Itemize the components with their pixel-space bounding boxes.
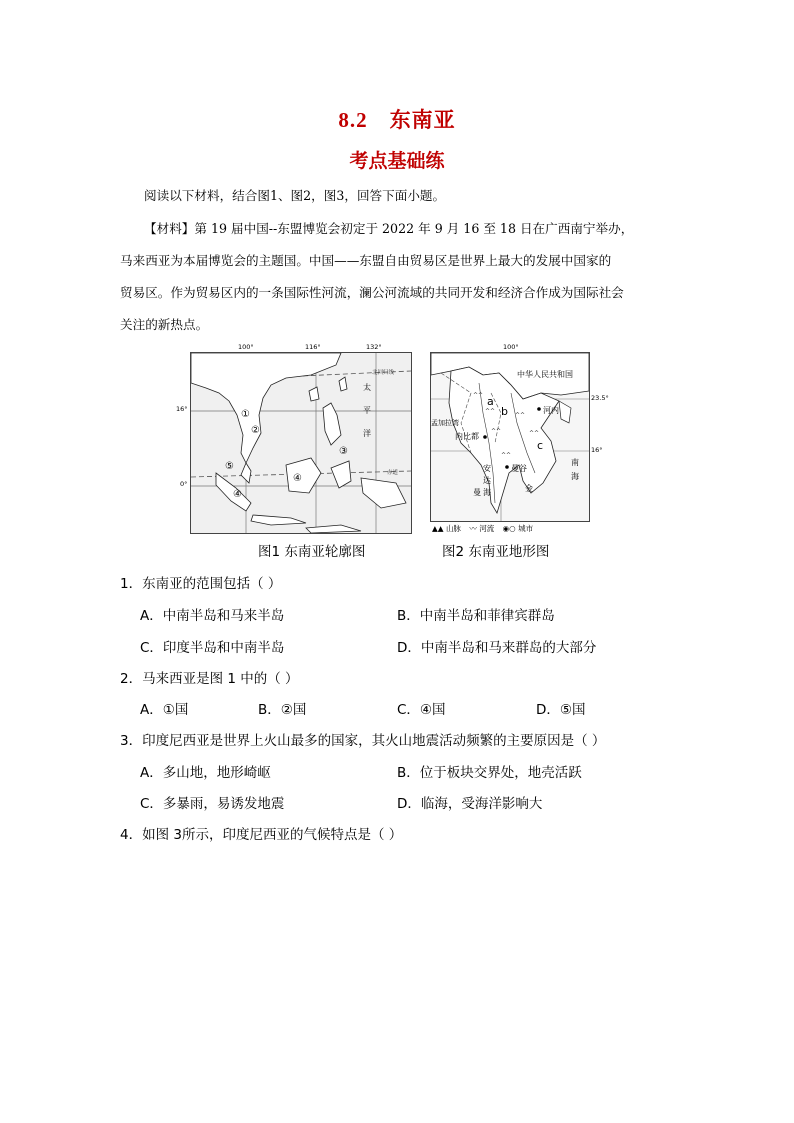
fig1-ocean-char: 洋 — [363, 429, 371, 438]
svg-text:^^: ^^ — [491, 428, 502, 435]
fig2-andaman-char: 海 — [483, 488, 491, 497]
fig2-lon-100: 100° — [503, 343, 519, 351]
figure1-map-svg — [191, 353, 411, 533]
question-2-option-c: C．④国 — [397, 702, 446, 718]
fig2-label-bangkok: 曼谷 — [511, 464, 527, 473]
fig2-south-sea-char: 海 — [571, 472, 579, 481]
question-4-stem: 4．如图 3所示，印度尼西亚的气候特点是（ ） — [120, 827, 403, 843]
material-line: 【材料】第 19 届中国--东盟博览会初定于 2022 年 9 月 16 至 18 日在广西南宁举办， — [144, 221, 634, 236]
fig2-letter-a: a — [487, 395, 494, 408]
material-line: 关注的新热点。 — [120, 317, 209, 332]
lesson-title: 东南亚 — [389, 107, 456, 132]
question-2-option-a: A．①国 — [140, 702, 189, 718]
figure1-caption: 图1 东南亚轮廓图 — [258, 544, 366, 560]
fig1-ocean-char: 太 — [363, 383, 371, 392]
legend-river: 河流 — [479, 524, 495, 533]
question-1-option-c: C．印度半岛和中南半岛 — [140, 640, 285, 656]
question-2-stem: 2．马来西亚是图 1 中的（ ） — [120, 671, 299, 687]
svg-text:^^: ^^ — [515, 412, 526, 419]
fig1-marker-5: ⑤ — [225, 461, 234, 472]
svg-text:^^: ^^ — [485, 408, 496, 415]
fig1-lat-0: 0° — [180, 480, 188, 488]
question-3-option-a: A．多山地，地形崎岖 — [140, 765, 271, 781]
fig2-legend — [432, 523, 533, 534]
figure2-map-svg — [431, 353, 589, 521]
fig2-label-naypyidaw: 内比都 — [455, 432, 479, 441]
fig2-label-bay: 孟加拉湾 — [431, 419, 459, 427]
question-1-stem: 1．东南亚的范围包括（ ） — [120, 576, 282, 592]
fig2-city-naypyidaw — [483, 435, 487, 439]
fig1-tropic-label: 北回归线 — [372, 370, 395, 376]
svg-text:^^: ^^ — [473, 392, 484, 399]
question-3-option-b: B．位于板块交界处，地壳活跃 — [397, 765, 582, 781]
question-3-stem: 3．印度尼西亚是世界上火山最多的国家，其火山地震活动频繁的主要原因是（ ） — [120, 733, 606, 749]
fig2-south-sea-char: 南 — [571, 458, 579, 467]
fig1-lat-16: 16° — [176, 405, 188, 413]
question-1-option-a: A．中南半岛和马来半岛 — [140, 608, 285, 624]
material-text — [120, 213, 680, 341]
question-1-option-b: B．中南半岛和菲律宾群岛 — [397, 608, 555, 624]
river-icon: 〰 — [469, 524, 477, 533]
fig2-andaman-char: 达 — [483, 476, 491, 485]
fig2-andaman-char: 安 — [483, 464, 491, 473]
lesson-number: 8.2 — [338, 108, 368, 132]
fig2-letter-b: b — [501, 405, 508, 418]
fig1-marker-4: ④ — [293, 473, 302, 484]
fig2-lat-23: 23.5° — [591, 394, 609, 402]
question-3-option-d: D．临海，受海洋影响大 — [397, 796, 543, 812]
fig2-label-china: 中华人民共和国 — [517, 370, 573, 379]
fig1-marker-3: ③ — [339, 446, 348, 457]
svg-text:^^: ^^ — [501, 452, 512, 459]
fig1-lon-100: 100° — [238, 343, 254, 351]
material-line: 贸易区。作为贸易区内的一条国际性河流，澜公河流域的共同开发和经济合作成为国际社会 — [120, 285, 624, 300]
fig1-ocean-char: 平 — [363, 406, 371, 415]
fig2-label-jin: 金 — [525, 484, 533, 493]
question-2-option-d: D．⑤国 — [536, 702, 586, 718]
figure2-terrain-map — [430, 352, 590, 522]
fig1-lon-116: 116° — [305, 343, 321, 351]
question-2-option-b: B．②国 — [258, 702, 307, 718]
fig1-equator-label: 赤道 — [387, 470, 399, 476]
figure2-caption: 图2 东南亚地形图 — [442, 544, 550, 560]
fig1-marker-1: ① — [241, 409, 250, 420]
fig2-label-hanoi: 河内 — [543, 406, 559, 415]
legend-city: 城市 — [518, 524, 534, 533]
fig2-lat-16: 16° — [591, 446, 603, 454]
page-subtitle: 考点基础练 — [349, 150, 445, 172]
question-3-option-c: C．多暴雨，易诱发地震 — [140, 796, 285, 812]
fig1-marker-4b: ④ — [233, 489, 242, 500]
intro-text: 阅读以下材料，结合图1、图2，图3，回答下面小题。 — [144, 188, 446, 203]
fig2-andaman-char: 曼 — [473, 488, 481, 497]
svg-text:^^: ^^ — [529, 430, 540, 437]
page-title — [0, 104, 794, 134]
legend-mountain: 山脉 — [445, 524, 461, 533]
city-icon: ◉○ — [502, 524, 516, 533]
material-line: 马来西亚为本届博览会的主题国。中国——东盟自由贸易区是世界上最大的发展中国家的 — [120, 253, 612, 268]
mountain-icon: ▲▲ — [432, 524, 444, 533]
fig2-letter-c: c — [537, 439, 544, 452]
fig1-lon-132: 132° — [366, 343, 382, 351]
fig2-city-bangkok — [505, 465, 509, 469]
question-1-option-d: D．中南半岛和马来群岛的大部分 — [397, 640, 597, 656]
fig1-marker-2: ② — [251, 425, 260, 436]
figure1-outline-map — [190, 352, 412, 534]
fig2-city-hanoi — [537, 407, 541, 411]
